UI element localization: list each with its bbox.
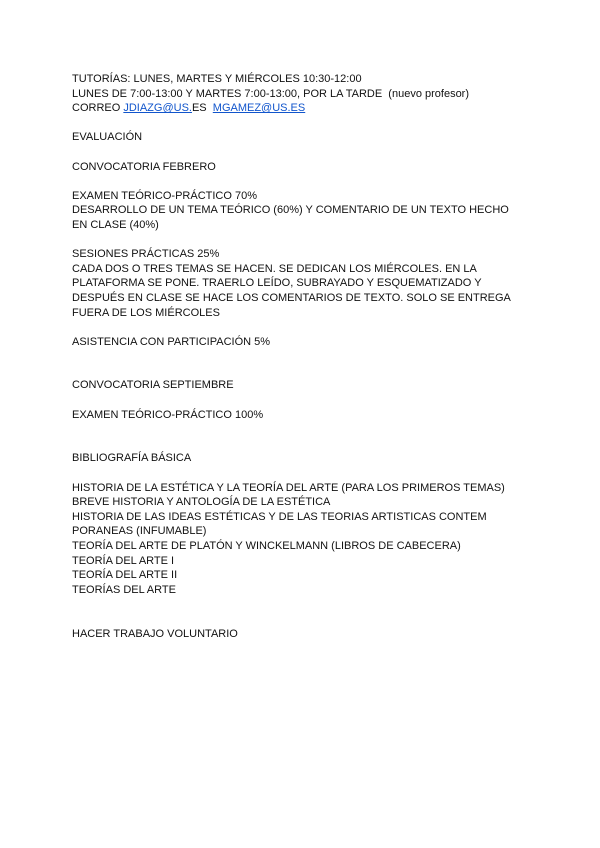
septiembre-examen-title: EXAMEN TEÓRICO-PRÁCTICO 100%: [72, 408, 264, 421]
list-item: BREVE HISTORIA Y ANTOLOGÍA DE LA ESTÉTICA: [72, 496, 331, 509]
sesiones-desc: CADA DOS O TRES TEMAS SE HACEN. SE DEDICAN LOS MIÉRCOLES. EN LA PLATAFORMA SE PONE. TRAERLO LEÍDO, SUBRAYADO Y ESQUEMATIZADO Y DESPUÉS EN CLASE SE HACE LOS COMENTARIOS DE TEXTO. SOLO SE ENTREGA FUERA DE LOS MIÉRCOLES: [72, 262, 514, 319]
bibliografia-heading: BIBLIOGRAFÍA BÁSICA: [72, 452, 192, 465]
tutorias-line-1: TUTORÍAS: LUNES, MARTES Y MIÉRCOLES 10:30-12:00: [72, 73, 362, 85]
email-link-jdiazg[interactable]: JDIAZG@US.: [123, 102, 192, 115]
email-link-mgamez[interactable]: MGAMEZ@US.ES: [212, 102, 306, 115]
trabajo-voluntario: HACER TRABAJO VOLUNTARIO: [72, 627, 238, 640]
list-item: TEORÍA DEL ARTE II: [72, 569, 178, 582]
febrero-examen-desc: DESARROLLO DE UN TEMA TEÓRICO (60%) Y COMENTARIO DE UN TEXTO HECHO EN CLASE (40%): [72, 204, 512, 231]
sesiones-title: SESIONES PRÁCTICAS 25%: [72, 248, 220, 261]
correo-line: [72, 101, 522, 116]
febrero-examen-title: EXAMEN TEÓRICO-PRÁCTICO 70%: [72, 189, 257, 202]
list-item: TEORÍA DEL ARTE DE PLATÓN Y WINCKELMANN (LIBROS DE CABECERA): [72, 540, 461, 552]
document-body: [72, 72, 522, 641]
correo-label: CORREO: [72, 102, 124, 115]
list-item: HISTORIA DE LAS IDEAS ESTÉTICAS Y DE LAS TEORIAS ARTISTICAS CONTEM PORANEAS (INFUMABLE): [72, 510, 490, 538]
septiembre-heading: CONVOCATORIA SEPTIEMBRE: [72, 379, 234, 392]
list-item: TEORÍA DEL ARTE I: [72, 554, 175, 567]
list-item: HISTORIA DE LA ESTÉTICA Y LA TEORÍA DEL ARTE (PARA LOS PRIMEROS TEMAS): [72, 481, 505, 494]
febrero-heading: CONVOCATORIA FEBRERO: [72, 160, 216, 173]
bibliografia-list: [72, 481, 522, 598]
evaluacion-heading: EVALUACIÓN: [72, 131, 143, 144]
list-item: TEORÍAS DEL ARTE: [72, 583, 176, 596]
email-tail: ES: [191, 102, 207, 115]
asistencia-line: ASISTENCIA CON PARTICIPACIÓN 5%: [72, 335, 271, 348]
tutorias-line-2: LUNES DE 7:00-13:00 Y MARTES 7:00-13:00, POR LA TARDE (nuevo profesor): [72, 87, 470, 100]
